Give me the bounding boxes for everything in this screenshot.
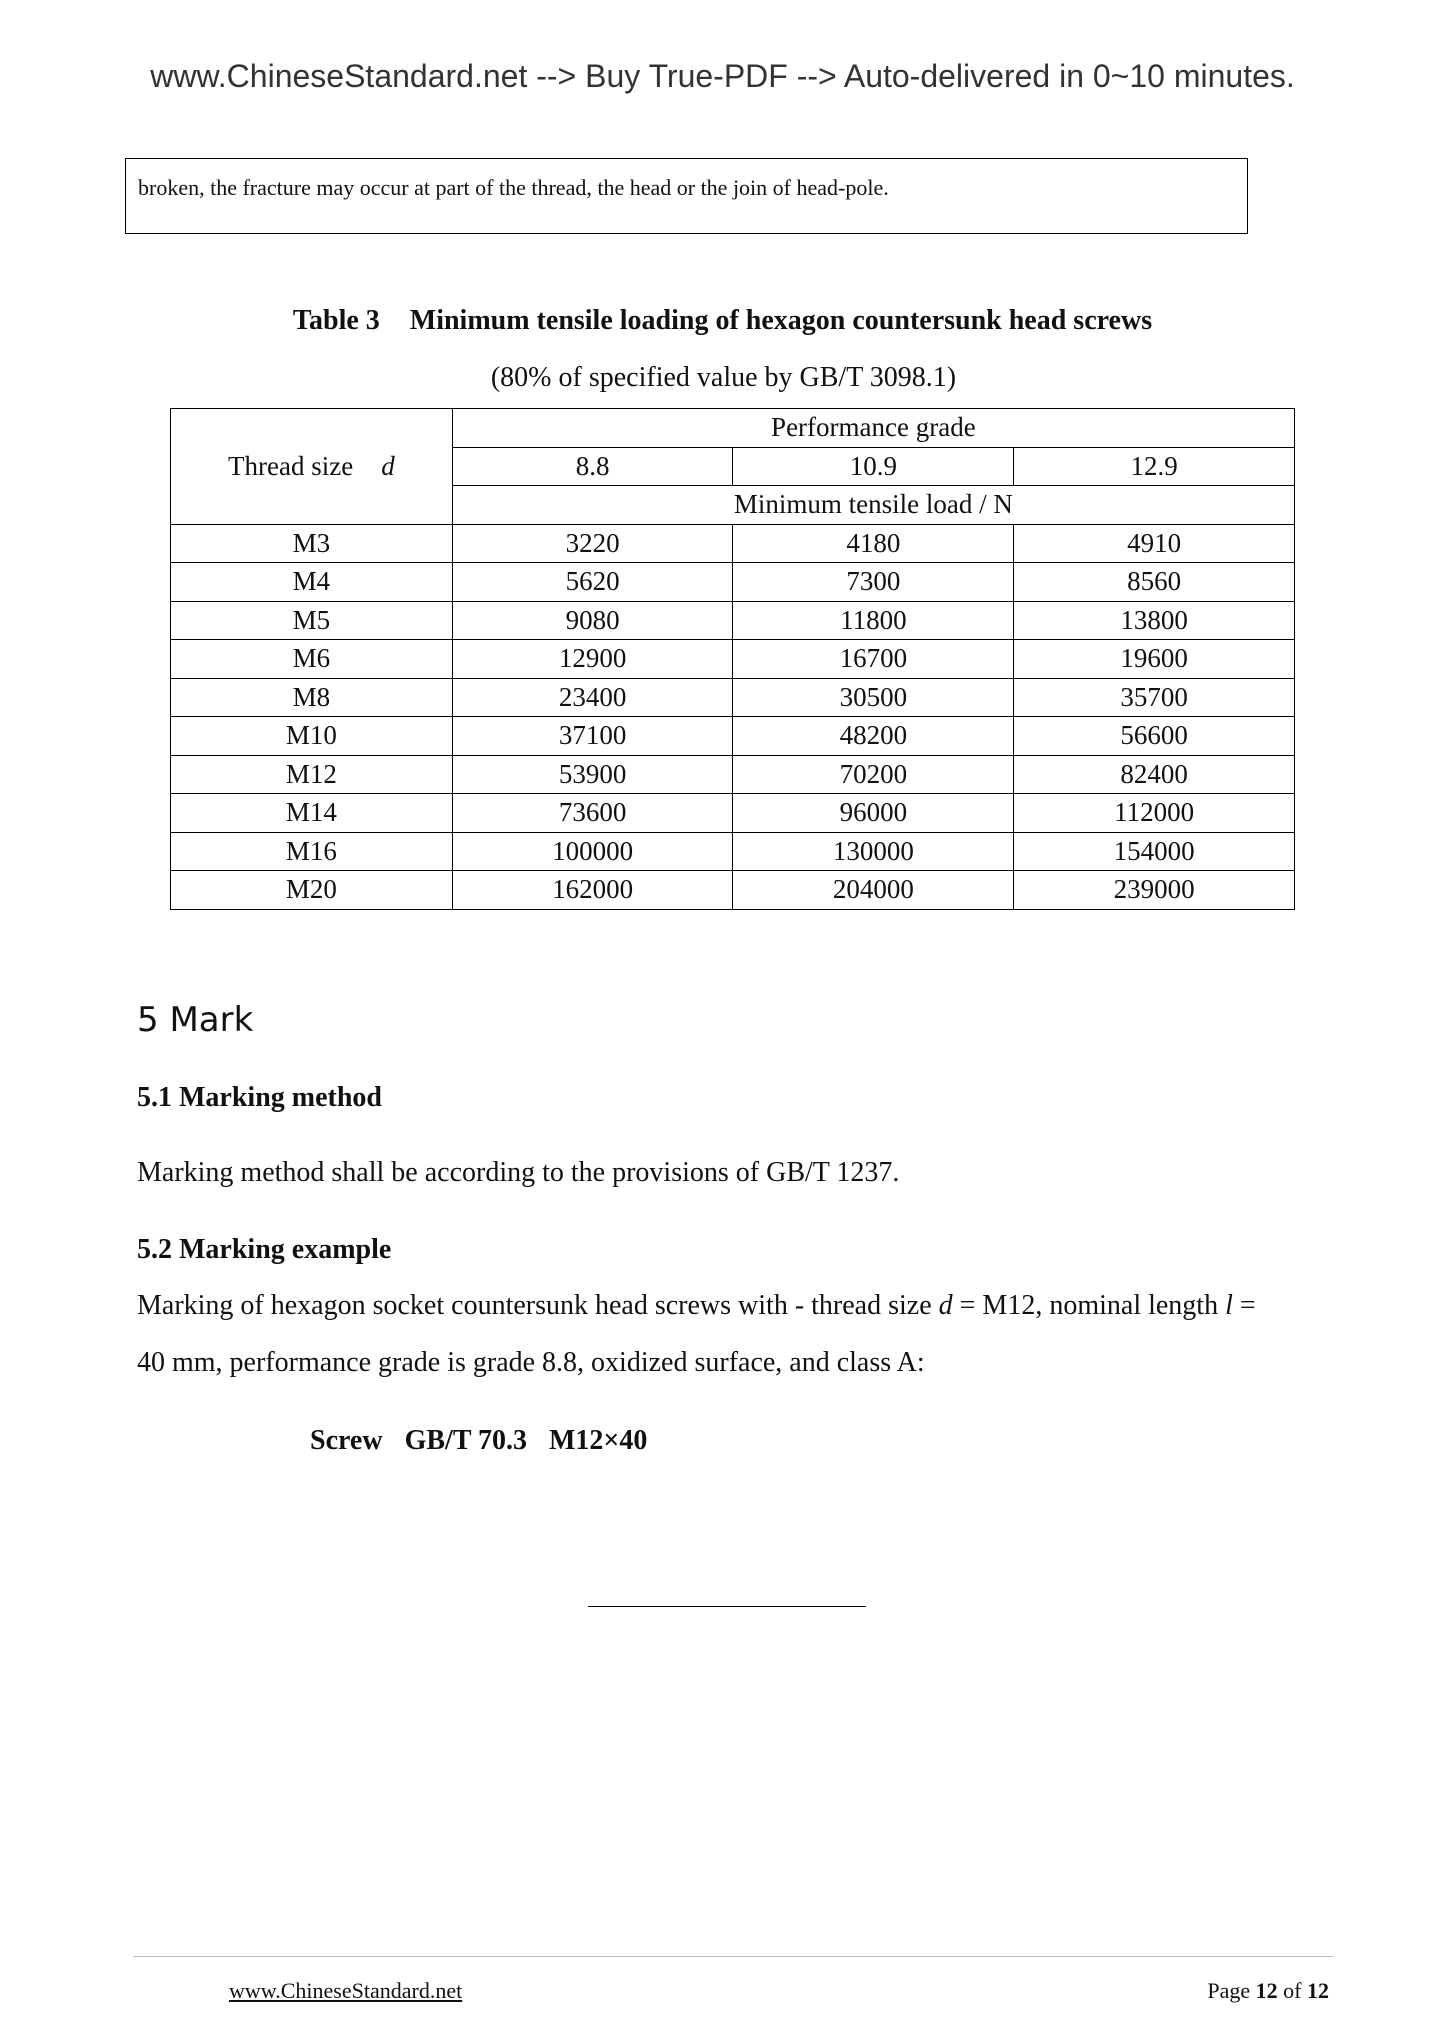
tensile-load-cell: 11800 [733, 601, 1014, 640]
page-prefix: Page [1207, 1978, 1251, 2003]
table-row [171, 794, 1295, 833]
section-5-heading: 5 Mark [137, 1000, 254, 1040]
section-5-1-text: Marking method shall be according to the provisions of GB/T 1237. [137, 1157, 900, 1188]
grade-header: 8.8 [452, 447, 733, 486]
table-title-text: Minimum tensile loading of hexagon countersunk head screws [409, 305, 1153, 336]
tensile-load-cell: 56600 [1014, 717, 1295, 756]
thread-size-cell: M8 [171, 678, 453, 717]
table-row [171, 832, 1295, 871]
table-row [171, 640, 1295, 679]
tensile-load-cell: 13800 [1014, 601, 1295, 640]
page-of: of [1283, 1978, 1302, 2003]
thread-size-cell: M6 [171, 640, 453, 679]
thread-size-cell: M12 [171, 755, 453, 794]
tensile-load-cell: 35700 [1014, 678, 1295, 717]
table-number: Table 3 [292, 305, 380, 336]
grade-header: 12.9 [1014, 447, 1295, 486]
tensile-load-cell: 3220 [452, 524, 733, 563]
thread-size-cell: M4 [171, 563, 453, 602]
tensile-load-cell: 19600 [1014, 640, 1295, 679]
tensile-load-cell: 12900 [452, 640, 733, 679]
tensile-load-cell: 130000 [733, 832, 1014, 871]
tensile-load-cell: 37100 [452, 717, 733, 756]
tensile-load-cell: 30500 [733, 678, 1014, 717]
section-5-2-heading: 5.2 Marking example [137, 1234, 392, 1265]
table-row [171, 563, 1295, 602]
tensile-load-cell: 239000 [1014, 871, 1295, 910]
section-5-2-line-2: 40 mm, performance grade is grade 8.8, oxidized surface, and class A: [137, 1347, 925, 1378]
tensile-load-cell: 53900 [452, 755, 733, 794]
text-run: = [1232, 1290, 1256, 1321]
page-total: 12 [1307, 1978, 1329, 2003]
thread-size-cell: M20 [171, 871, 453, 910]
table-row [171, 601, 1295, 640]
table-row [171, 678, 1295, 717]
thread-size-header [171, 409, 453, 525]
table-row [171, 871, 1295, 910]
page-current: 12 [1255, 1978, 1278, 2003]
footer-divider [133, 1956, 1333, 1957]
header-banner: www.ChineseStandard.net --> Buy True-PDF --> Auto-delivered in 0~10 minutes. [150, 58, 1295, 94]
thread-size-cell: M14 [171, 794, 453, 833]
example-word: Screw [310, 1425, 383, 1456]
marking-example [310, 1425, 669, 1457]
table-row [171, 755, 1295, 794]
page-number [1207, 1978, 1329, 2004]
end-rule [588, 1606, 866, 1607]
section-5-2-line-1 [137, 1290, 1256, 1322]
tensile-load-cell: 96000 [733, 794, 1014, 833]
section-5-1-heading: 5.1 Marking method [137, 1082, 382, 1113]
tensile-load-cell: 8560 [1014, 563, 1295, 602]
continued-note-box [125, 158, 1248, 234]
tensile-load-cell: 9080 [452, 601, 733, 640]
text-run: = M12, nominal length [952, 1290, 1226, 1321]
example-designation: M12×40 [548, 1425, 648, 1456]
tensile-load-cell: 23400 [452, 678, 733, 717]
tensile-load-cell: 154000 [1014, 832, 1295, 871]
thread-size-label: Thread size [228, 450, 354, 481]
footer-link[interactable]: www.ChineseStandard.net [229, 1978, 463, 2003]
grade-header: 10.9 [733, 447, 1014, 486]
tensile-load-cell: 7300 [733, 563, 1014, 602]
note-text: broken, the fracture may occur at part of the thread, the head or the join of head-pole. [138, 175, 889, 200]
tensile-load-cell: 204000 [733, 871, 1014, 910]
symbol-d: d [938, 1290, 953, 1321]
tensile-load-cell: 100000 [452, 832, 733, 871]
table-title [0, 305, 1445, 337]
example-standard: GB/T 70.3 [404, 1425, 527, 1456]
tensile-load-cell: 4180 [733, 524, 1014, 563]
thread-size-cell: M16 [171, 832, 453, 871]
thread-size-symbol: d [381, 450, 395, 481]
unit-header: Minimum tensile load / N [452, 486, 1294, 525]
table-subtitle: (80% of specified value by GB/T 3098.1) [490, 362, 957, 393]
tensile-load-cell: 112000 [1014, 794, 1295, 833]
thread-size-cell: M10 [171, 717, 453, 756]
tensile-load-cell: 48200 [733, 717, 1014, 756]
table-row [171, 524, 1295, 563]
tensile-load-cell: 73600 [452, 794, 733, 833]
text-run: Marking of hexagon socket countersunk head screws with - thread size [137, 1290, 939, 1321]
tensile-load-cell: 82400 [1014, 755, 1295, 794]
tensile-load-table [170, 408, 1295, 910]
tensile-load-cell: 70200 [733, 755, 1014, 794]
performance-grade-header: Performance grade [452, 409, 1294, 448]
thread-size-cell: M5 [171, 601, 453, 640]
tensile-load-cell: 162000 [452, 871, 733, 910]
thread-size-cell: M3 [171, 524, 453, 563]
symbol-l: l [1225, 1290, 1233, 1321]
table-row [171, 717, 1295, 756]
tensile-load-cell: 4910 [1014, 524, 1295, 563]
tensile-load-cell: 16700 [733, 640, 1014, 679]
tensile-load-cell: 5620 [452, 563, 733, 602]
